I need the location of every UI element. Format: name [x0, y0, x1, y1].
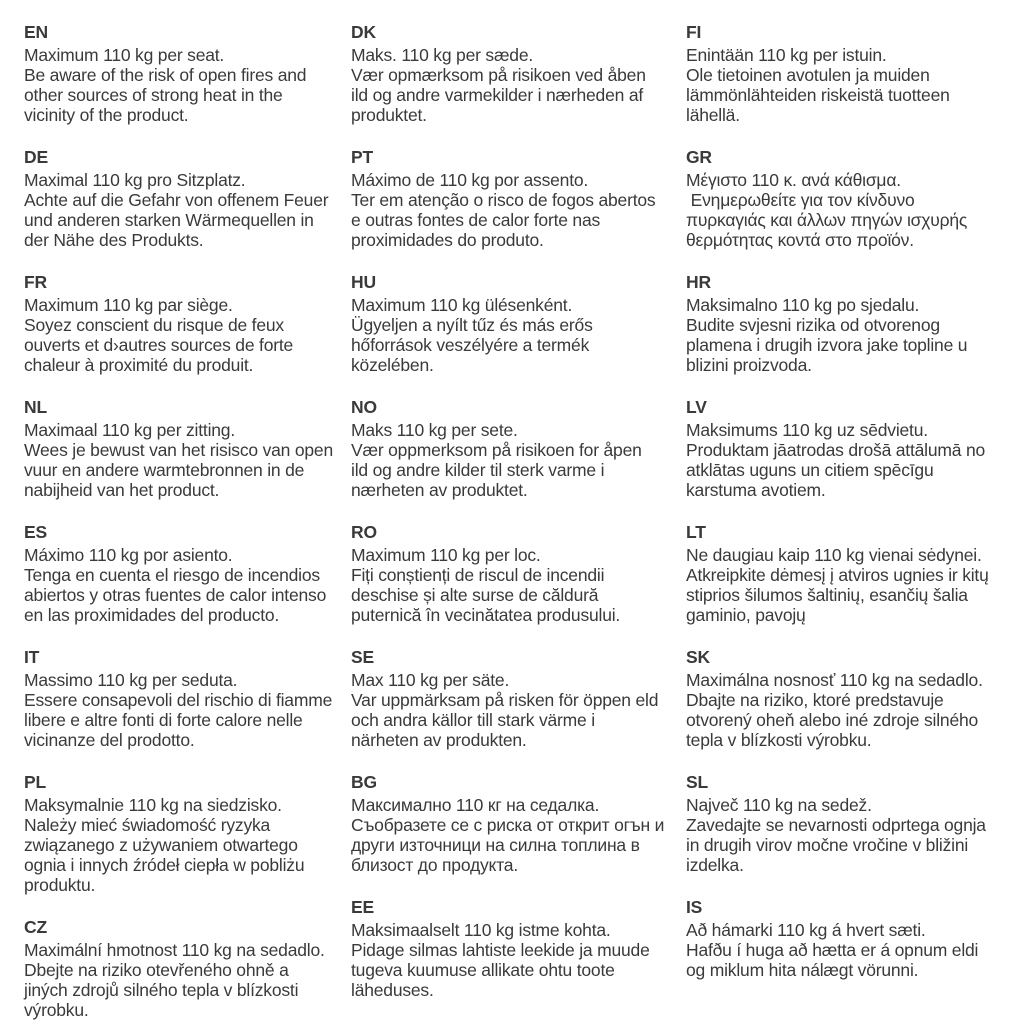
language-code: CZ [24, 917, 47, 937]
language-code: GR [686, 147, 712, 167]
text-line: Maks. 110 kg per sæde. [351, 45, 534, 65]
text-line: tepla v blízkosti výrobku. [686, 730, 872, 750]
text-line: Að hámarki 110 kg á hvert sæti. [686, 920, 926, 940]
text-line: Maximální hmotnost 110 kg na sedadlo. [24, 940, 325, 960]
text-line: Največ 110 kg na sedež. [686, 795, 872, 815]
text-line: läheduses. [351, 980, 434, 1000]
text-line: nærheten av produktet. [351, 480, 528, 500]
section-pt [351, 147, 686, 250]
text-line: Μέγιστο 110 κ. ανά κάθισμα. [686, 170, 901, 190]
text-line: θερμότητας κοντά στο προϊόν. [686, 230, 914, 250]
section-gr [686, 147, 1024, 250]
section-is [686, 897, 1024, 980]
text-line: in drugih virov močne vročine v bližini [686, 835, 969, 855]
text-line: Enintään 110 kg per istuin. [686, 45, 887, 65]
text-line: Ne daugiau kaip 110 kg vienai sėdynei. [686, 545, 982, 565]
language-code: HU [351, 272, 376, 292]
text-line: other sources of strong heat in the [24, 85, 283, 105]
section-sl [686, 772, 1024, 875]
language-code: DK [351, 22, 376, 42]
language-code: BG [351, 772, 377, 792]
section-hr [686, 272, 1024, 375]
text-line: Wees je bewust van het risisco van open [24, 440, 333, 460]
language-code: NL [24, 397, 47, 417]
language-code: LV [686, 397, 707, 417]
text-line: Maksymalnie 110 kg na siedzisko. [24, 795, 282, 815]
language-code: SL [686, 772, 708, 792]
language-code: EE [351, 897, 374, 917]
text-line: Tenga en cuenta el riesgo de incendios [24, 565, 320, 585]
language-code: PL [24, 772, 46, 792]
text-line: Maximálna nosnosť 110 kg na sedadlo. [686, 670, 983, 690]
text-line: en las proximidades del producto. [24, 605, 280, 625]
text-line: Pidage silmas lahtiste leekide ja muude [351, 940, 650, 960]
text-line: Essere consapevoli del rischio di fiamme [24, 690, 333, 710]
text-line: Maks 110 kg per sete. [351, 420, 518, 440]
language-code: NO [351, 397, 377, 417]
text-line: e outras fontes de calor forte nas [351, 210, 601, 230]
text-line: lähellä. [686, 105, 740, 125]
columns-container [24, 22, 1024, 1024]
language-code: IS [686, 897, 703, 917]
text-line: Máximo 110 kg por asiento. [24, 545, 233, 565]
text-line: stiprios šilumos šaltinių, esančių šalia [686, 585, 968, 605]
text-line: Maximaal 110 kg per zitting. [24, 420, 235, 440]
text-line: Soyez conscient du risque de feux [24, 315, 284, 335]
text-line: Var uppmärksam på risken för öppen eld [351, 690, 659, 710]
language-code: HR [686, 272, 711, 292]
text-line: puternică în vecinătatea produsului. [351, 605, 621, 625]
column-3 [686, 22, 1024, 1024]
text-line: Maximum 110 kg ülésenként. [351, 295, 573, 315]
text-line: Максимално 110 кг на седалка. [351, 795, 600, 815]
section-cz [24, 917, 351, 1020]
text-line: abiertos y otras fuentes de calor intenso [24, 585, 327, 605]
language-code: SE [351, 647, 374, 667]
language-code: FR [24, 272, 47, 292]
text-line: lämmönlähteiden riskeistä tuotteen [686, 85, 950, 105]
text-line: ild og andre varmekilder i nærheden af [351, 85, 644, 105]
text-line: Vær oppmerksom på risikoen for åpen [351, 440, 642, 460]
text-line: Maksimaalselt 110 kg istme kohta. [351, 920, 611, 940]
text-line: Be aware of the risk of open fires and [24, 65, 307, 85]
text-line: vuur en andere warmtebronnen in de [24, 460, 305, 480]
text-line: πυρκαγιάς και άλλων πηγών ισχυρής [686, 210, 968, 230]
text-line: Max 110 kg per säte. [351, 670, 510, 690]
text-line: Máximo de 110 kg por assento. [351, 170, 589, 190]
text-line: Zavedajte se nevarnosti odprtega ognja [686, 815, 986, 835]
text-line: Съобразете се с риска от открит огън и [351, 815, 665, 835]
text-line: Ügyeljen a nyílt tűz és más erős [351, 315, 593, 335]
text-line: Maksimalno 110 kg po sjedalu. [686, 295, 920, 315]
text-line: vicinanze del prodotto. [24, 730, 195, 750]
text-line: vicinity of the product. [24, 105, 189, 125]
text-line: och andra källor till stark värme i [351, 710, 595, 730]
section-nl [24, 397, 351, 500]
text-line: otvorený oheň alebo iné zdroje silného [686, 710, 979, 730]
text-line: други източници на силна топлина в [351, 835, 640, 855]
section-ro [351, 522, 686, 625]
section-ee [351, 897, 686, 1000]
text-line: gaminio, pavojų [686, 605, 806, 625]
text-line: Fiți conștienți de riscul de incendii [351, 565, 605, 585]
text-line: chaleur à proximité du produit. [24, 355, 254, 375]
text-line: Produktam jāatrodas drošā attālumā no [686, 440, 986, 460]
text-line: Ενημερωθείτε για τον κίνδυνο [686, 190, 915, 210]
text-line: jiných zdrojů silného tepla v blízkosti [24, 980, 299, 1000]
language-code: EN [24, 22, 48, 42]
text-line: Hafðu í huga að hætta er á opnum eldi [686, 940, 979, 960]
text-line: Dbejte na riziko otevřeného ohně a [24, 960, 289, 980]
section-no [351, 397, 686, 500]
text-line: związanego z używaniem otwartego [24, 835, 298, 855]
text-line: Maximum 110 kg par siège. [24, 295, 233, 315]
text-line: Ole tietoinen avotulen ja muiden [686, 65, 930, 85]
section-lt [686, 522, 1024, 625]
language-code: LT [686, 522, 706, 542]
section-hu [351, 272, 686, 375]
text-line: produktet. [351, 105, 427, 125]
column-2 [351, 22, 686, 1024]
text-line: plamena i drugih izvora jake topline u [686, 335, 968, 355]
section-bg [351, 772, 686, 875]
text-line: Ter em atenção o risco de fogos abertos [351, 190, 656, 210]
text-line: und anderen starken Wärmequellen in [24, 210, 314, 230]
text-line: der Nähe des Produkts. [24, 230, 204, 250]
text-line: og miklum hita nálægt vörunni. [686, 960, 919, 980]
section-it [24, 647, 351, 750]
text-line: nabijheid van het product. [24, 480, 220, 500]
text-line: közelében. [351, 355, 434, 375]
section-pl [24, 772, 351, 895]
text-line: produktu. [24, 875, 96, 895]
text-line: Maksimums 110 kg uz sēdvietu. [686, 420, 928, 440]
text-line: tugeva kuumuse allikate ohtu toote [351, 960, 615, 980]
language-code: DE [24, 147, 48, 167]
text-line: deschise și alte surse de căldură [351, 585, 599, 605]
text-line: výrobku. [24, 1000, 89, 1020]
text-line: libere e altre fonti di forte calore nelle [24, 710, 303, 730]
text-line: Maximum 110 kg per loc. [351, 545, 541, 565]
text-line: ouverts et d›autres sources de forte [24, 335, 294, 355]
column-1 [24, 22, 351, 1024]
section-en [24, 22, 351, 125]
language-code: FI [686, 22, 702, 42]
language-code: IT [24, 647, 40, 667]
text-line: ild og andre kilder til sterk varme i [351, 460, 605, 480]
section-dk [351, 22, 686, 125]
text-line: Maximum 110 kg per seat. [24, 45, 225, 65]
text-line: Maximal 110 kg pro Sitzplatz. [24, 170, 246, 190]
section-se [351, 647, 686, 750]
language-code: SK [686, 647, 710, 667]
text-line: ognia i innych źródeł ciepła w pobliżu [24, 855, 305, 875]
text-line: Dbajte na riziko, ktoré predstavuje [686, 690, 944, 710]
text-line: Należy mieć świadomość ryzyka [24, 815, 271, 835]
text-line: karstuma avotiem. [686, 480, 826, 500]
section-sk [686, 647, 1024, 750]
text-line: atklātas uguns un citiem spēcīgu [686, 460, 934, 480]
text-line: Vær opmærksom på risikoen ved åben [351, 65, 646, 85]
text-line: Achte auf die Gefahr von offenem Feuer [24, 190, 329, 210]
text-line: proximidades do produto. [351, 230, 544, 250]
text-line: Budite svjesni rizika od otvorenog [686, 315, 940, 335]
language-code: PT [351, 147, 373, 167]
section-de [24, 147, 351, 250]
text-line: närheten av produkten. [351, 730, 527, 750]
text-line: izdelka. [686, 855, 744, 875]
text-line: Atkreipkite dėmesį į atviros ugnies ir kitų [686, 565, 989, 585]
section-es [24, 522, 351, 625]
section-lv [686, 397, 1024, 500]
section-fi [686, 22, 1024, 125]
text-line: hőforrások veszélyére a termék [351, 335, 590, 355]
section-fr [24, 272, 351, 375]
text-line: Massimo 110 kg per seduta. [24, 670, 238, 690]
language-code: RO [351, 522, 377, 542]
text-line: близост до продукта. [351, 855, 519, 875]
text-line: blizini proizvoda. [686, 355, 812, 375]
language-code: ES [24, 522, 47, 542]
